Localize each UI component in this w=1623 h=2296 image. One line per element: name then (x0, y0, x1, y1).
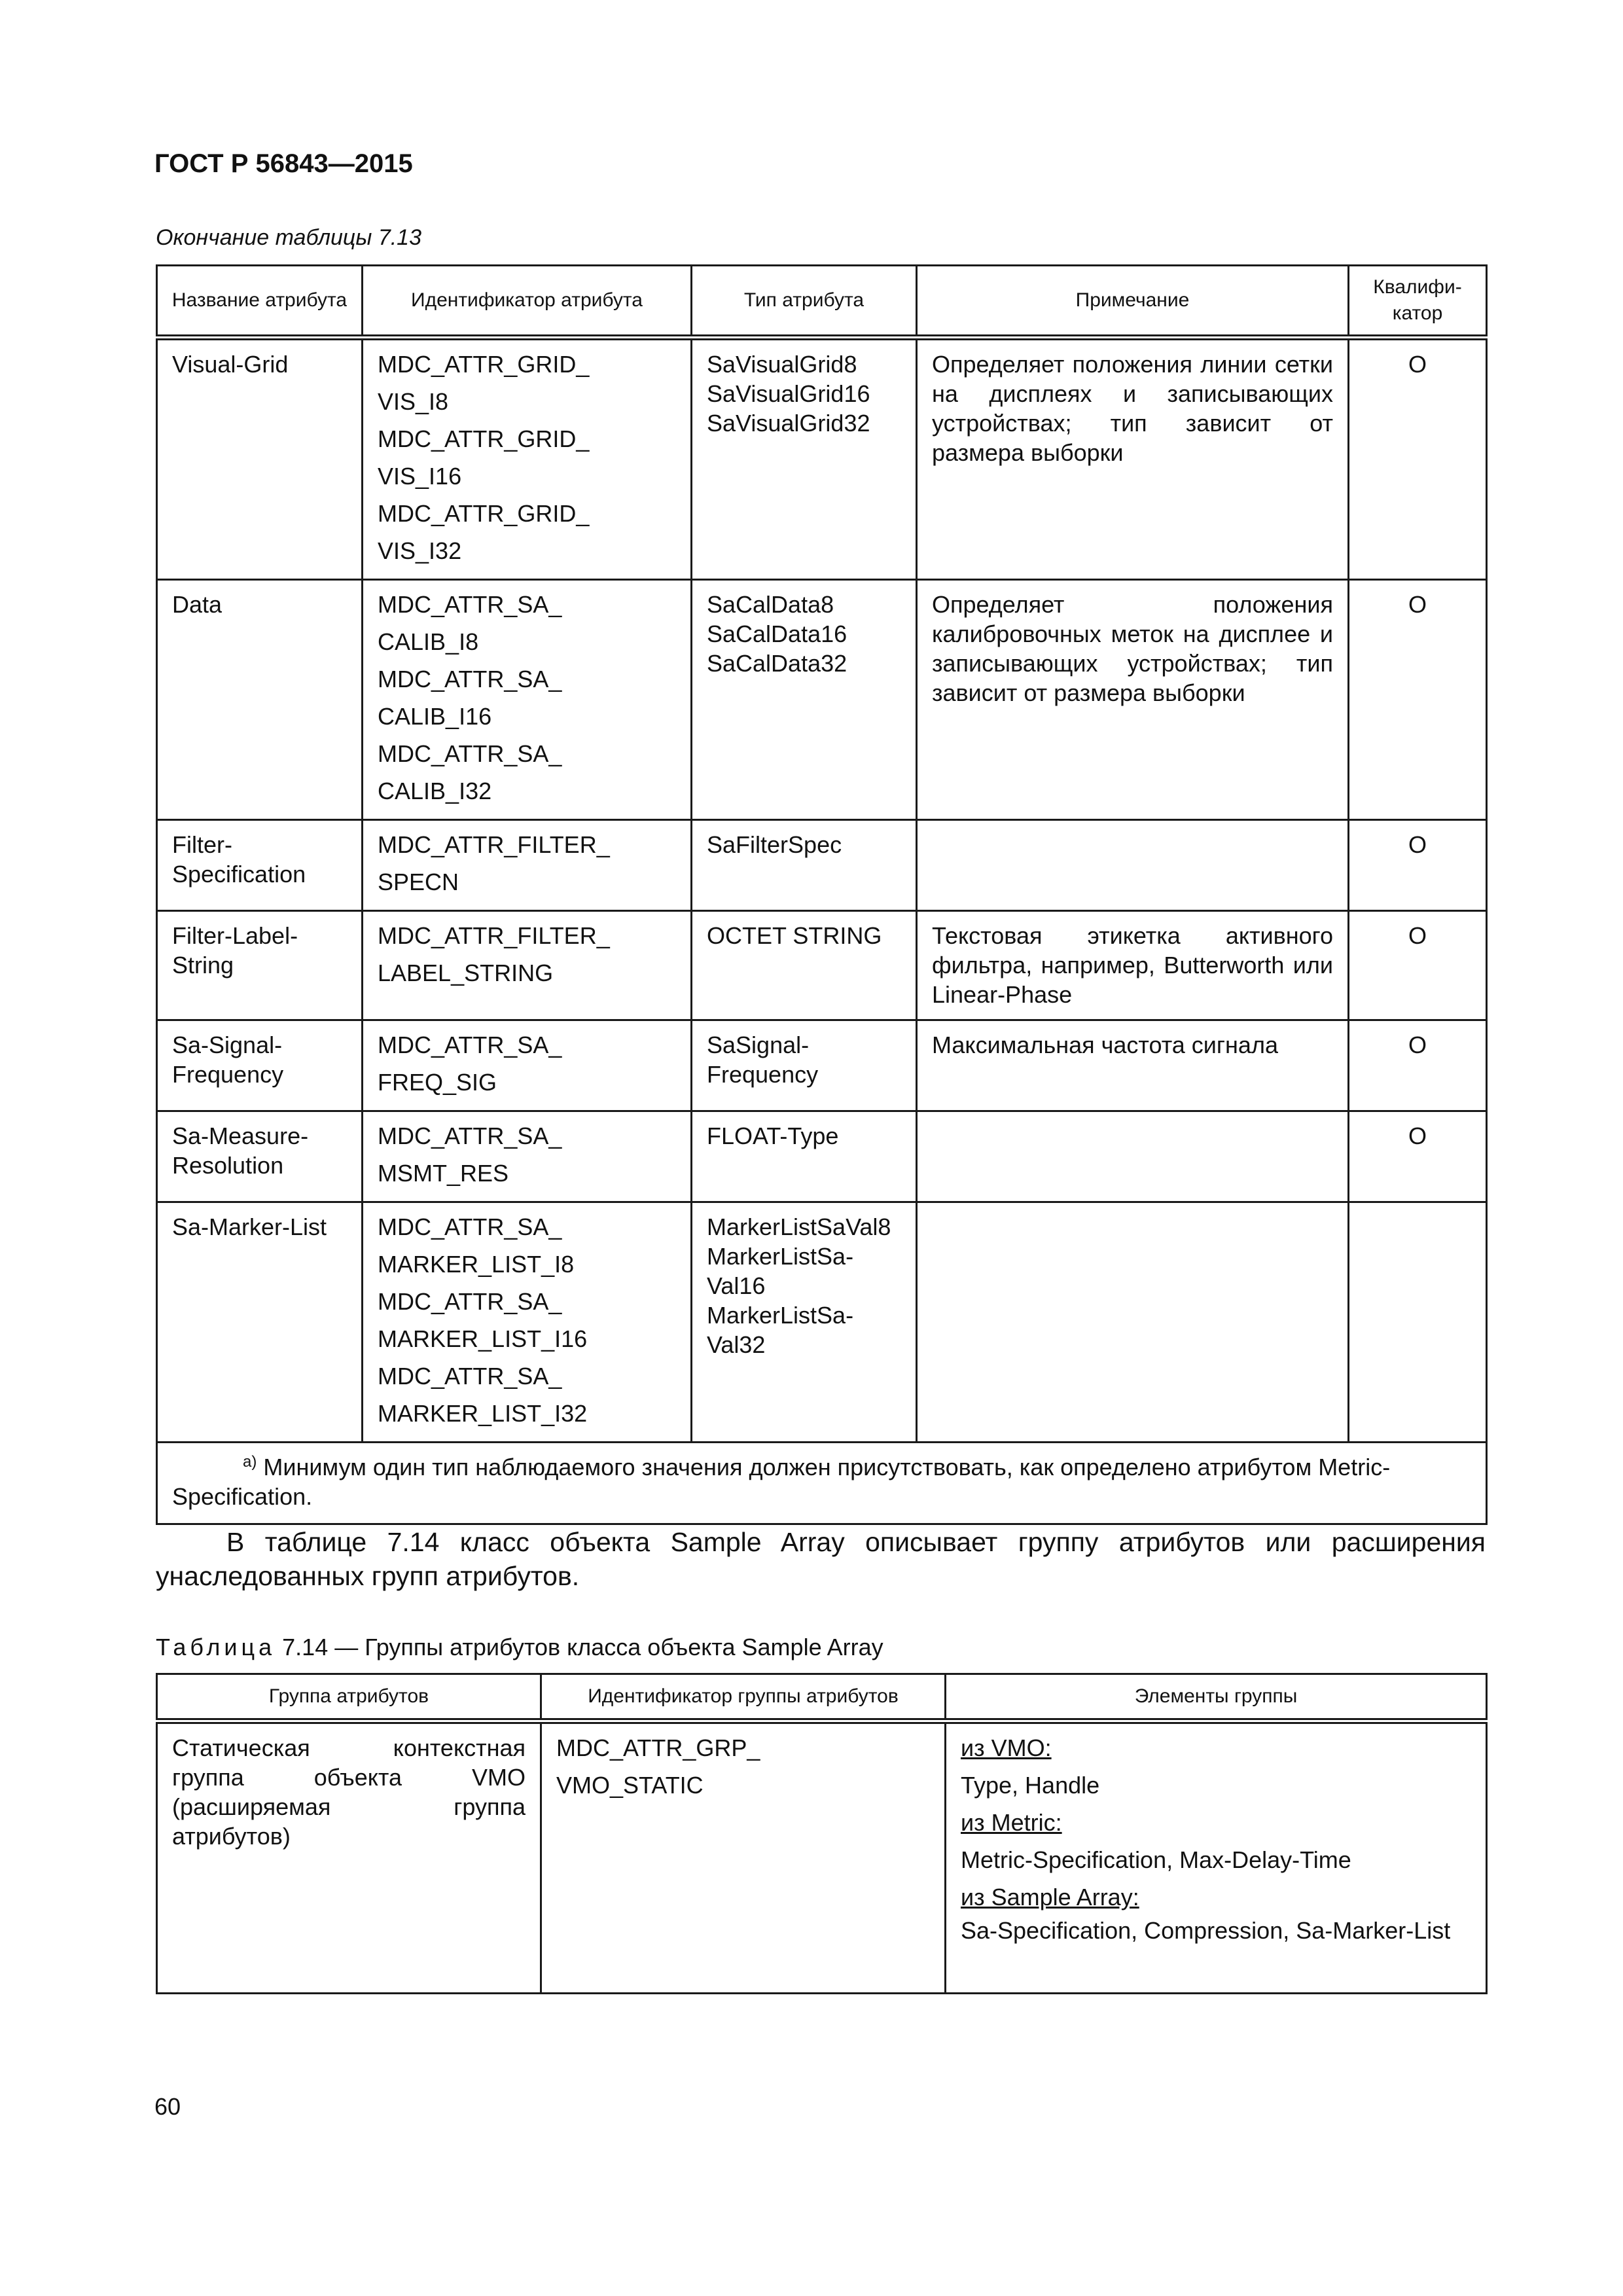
cell-qualifier: O (1349, 338, 1487, 580)
cell-note: Определяет положения калибровочных меток на дисплее и записывающих устройствах; тип зависит от размера выборки (917, 580, 1349, 820)
identifier-line: CALIB_I8 (378, 628, 479, 655)
identifier-line: MDC_ATTR_SA_ (378, 666, 562, 692)
table-row (157, 1721, 1487, 1994)
identifier-line: MDC_ATTR_GRID_ (378, 500, 590, 527)
identifier-line: MARKER_LIST_I16 (378, 1325, 588, 1352)
type-line: SaVisualGrid8 (707, 351, 857, 378)
identifier-line: MARKER_LIST_I32 (378, 1400, 588, 1427)
table-row (157, 338, 1487, 580)
cell-group-identifier (541, 1721, 946, 1994)
cell-note: Максимальная частота сигнала (917, 1020, 1349, 1111)
cell-type (692, 911, 917, 1020)
identifier-line: CALIB_I32 (378, 778, 492, 804)
table-header-row (157, 266, 1487, 338)
cell-name: Sa-Marker-List (157, 1202, 363, 1443)
identifier-line: VIS_I32 (378, 537, 462, 564)
table-row (157, 1020, 1487, 1111)
table-title-prefix: Таблица (156, 1634, 276, 1660)
cell-type (692, 820, 917, 911)
type-line: MarkerListSaVal8 (707, 1213, 891, 1240)
elements-list: Sa-Specification, Compression, Sa-Marker-List (961, 1917, 1451, 1944)
table-footnote-row (157, 1443, 1487, 1524)
table-caption: Окончание таблицы 7.13 (156, 225, 421, 250)
identifier-line: MSMT_RES (378, 1160, 509, 1187)
identifier-line: MDC_ATTR_SA_ (378, 740, 562, 767)
identifier-line: FREQ_SIG (378, 1069, 497, 1096)
table-row (157, 911, 1487, 1020)
cell-qualifier (1349, 1202, 1487, 1443)
identifier-line: LABEL_STRING (378, 960, 554, 986)
table-header-row (157, 1674, 1487, 1721)
cell-qualifier: O (1349, 820, 1487, 911)
attributes-table (156, 264, 1488, 1525)
cell-note (917, 1202, 1349, 1443)
cell-qualifier: O (1349, 1111, 1487, 1202)
attribute-groups-table (156, 1673, 1488, 1994)
identifier-line: VIS_I8 (378, 388, 449, 415)
identifier-line: MDC_ATTR_GRID_ (378, 425, 590, 452)
identifier-line: MDC_ATTR_SA_ (378, 1122, 562, 1149)
cell-name: Sa-Signal-Frequency (157, 1020, 363, 1111)
cell-identifier (363, 338, 692, 580)
cell-identifier (363, 1020, 692, 1111)
identifier-line: CALIB_I16 (378, 703, 492, 730)
footnote-marker: a) (243, 1453, 257, 1471)
identifier-line: SPECN (378, 869, 459, 895)
table-row (157, 1202, 1487, 1443)
page-number: 60 (154, 2093, 181, 2120)
cell-identifier (363, 580, 692, 820)
type-line: OCTET STRING (707, 922, 882, 949)
cell-type (692, 1020, 917, 1111)
cell-name: Visual-Grid (157, 338, 363, 580)
table-row (157, 820, 1487, 911)
identifier-line: MDC_ATTR_SA_ (378, 591, 562, 618)
table-title-text: 7.14 — Группы атрибутов класса объекта Sample Array (276, 1634, 883, 1660)
table-title (156, 1634, 883, 1661)
type-line: SaVisualGrid32 (707, 410, 870, 437)
cell-note (917, 820, 1349, 911)
cell-type (692, 1111, 917, 1202)
cell-qualifier: O (1349, 580, 1487, 820)
identifier-line: MDC_ATTR_SA_ (378, 1288, 562, 1315)
elements-source-sample-array: из Sample Array: (961, 1884, 1139, 1910)
cell-identifier (363, 911, 692, 1020)
col-header-group-identifier: Идентификатор группы атрибутов (541, 1674, 946, 1721)
type-line: SaCalData16 (707, 620, 847, 647)
cell-qualifier: O (1349, 911, 1487, 1020)
cell-name: Filter-Specification (157, 820, 363, 911)
cell-group: Статическая контекстная группа объекта VMO (расширяемая группа атрибутов) (157, 1721, 541, 1994)
col-header-identifier: Идентификатор атрибута (363, 266, 692, 338)
identifier-line: VMO_STATIC (556, 1772, 704, 1799)
cell-qualifier: O (1349, 1020, 1487, 1111)
document-header: ГОСТ Р 56843—2015 (154, 149, 413, 178)
cell-type (692, 580, 917, 820)
type-line: SaCalData32 (707, 650, 847, 677)
type-line: SaFilterSpec (707, 831, 842, 858)
type-line: MarkerListSa-Val32 (707, 1302, 854, 1358)
identifier-line: MDC_ATTR_SA_ (378, 1213, 562, 1240)
col-header-group: Группа атрибутов (157, 1674, 541, 1721)
cell-name: Filter-Label-String (157, 911, 363, 1020)
cell-note (917, 1111, 1349, 1202)
type-line: FLOAT-Type (707, 1122, 839, 1149)
table-row (157, 1111, 1487, 1202)
elements-source-metric: из Metric: (961, 1809, 1062, 1836)
identifier-line: MDC_ATTR_FILTER_ (378, 922, 610, 949)
elements-list: Type, Handle (961, 1772, 1100, 1799)
type-line: SaCalData8 (707, 591, 834, 618)
identifier-line: MDC_ATTR_FILTER_ (378, 831, 610, 858)
type-line: SaVisualGrid16 (707, 380, 870, 407)
type-line: SaSignal-Frequency (707, 1031, 819, 1088)
cell-identifier (363, 1111, 692, 1202)
cell-name: Data (157, 580, 363, 820)
cell-group-elements (946, 1721, 1487, 1994)
cell-identifier (363, 1202, 692, 1443)
type-line: MarkerListSa-Val16 (707, 1243, 854, 1299)
col-header-note: Примечание (917, 266, 1349, 338)
identifier-line: MDC_ATTR_SA_ (378, 1031, 562, 1058)
col-header-name: Название атрибута (157, 266, 363, 338)
col-header-qualifier: Квалифи-катор (1349, 266, 1487, 338)
elements-list: Metric-Specification, Max-Delay-Time (961, 1846, 1351, 1873)
identifier-line: VIS_I16 (378, 463, 462, 490)
footnote-text: Минимум один тип наблюдаемого значения должен присутствовать, как определено атрибутом Metric-Specification. (172, 1454, 1391, 1510)
identifier-line: MDC_ATTR_GRP_ (556, 1734, 760, 1761)
cell-type (692, 1202, 917, 1443)
cell-name: Sa-Measure-Resolution (157, 1111, 363, 1202)
identifier-line: MARKER_LIST_I8 (378, 1251, 575, 1278)
table-row (157, 580, 1487, 820)
identifier-line: MDC_ATTR_GRID_ (378, 351, 590, 378)
cell-note: Текстовая этикетка активного фильтра, например, Butterworth или Linear-Phase (917, 911, 1349, 1020)
elements-source-vmo: из VMO: (961, 1734, 1052, 1761)
col-header-group-elements: Элементы группы (946, 1674, 1487, 1721)
table-footnote (157, 1443, 1487, 1524)
body-paragraph: В таблице 7.14 класс объекта Sample Array описывает группу атрибутов или расширения унаследованных групп атрибутов. (156, 1527, 1486, 1591)
cell-note: Определяет положения линии сетки на дисплеях и записывающих устройствах; тип зависит от размера выборки (917, 338, 1349, 580)
col-header-type: Тип атрибута (692, 266, 917, 338)
cell-type (692, 338, 917, 580)
identifier-line: MDC_ATTR_SA_ (378, 1363, 562, 1390)
cell-identifier (363, 820, 692, 911)
